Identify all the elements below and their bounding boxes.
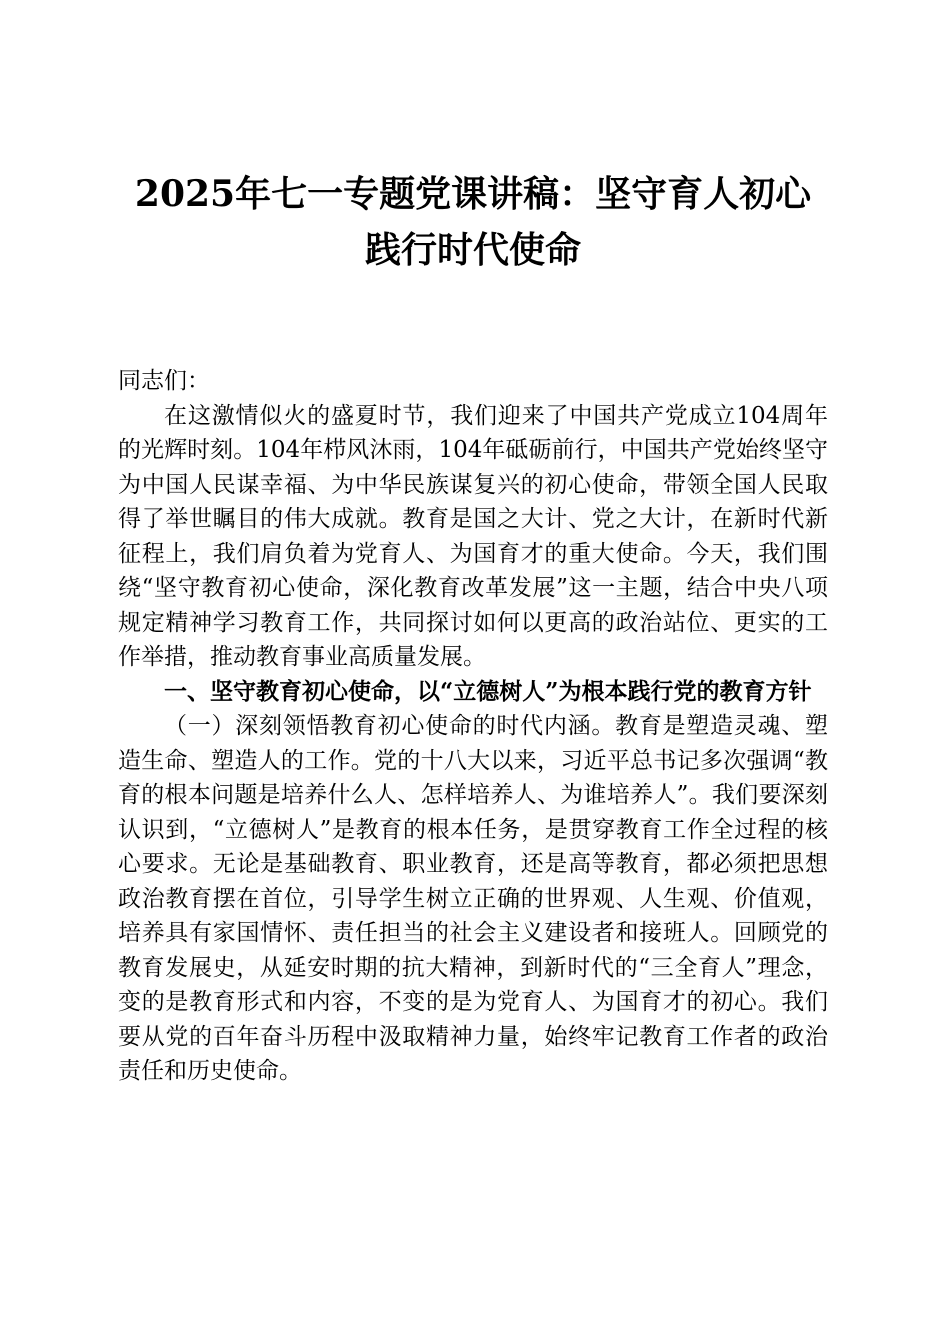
document-body xyxy=(118,364,828,1089)
document-title: 2025年七一专题党课讲稿：坚守育人初心践行时代使命 xyxy=(134,173,812,271)
subsection-paragraph-1: （一）深刻领悟教育初心使命的时代内涵。教育是塑造灵魂、塑造生命、塑造人的工作。党的十八大以来，习近平总书记多次强调“教育的根本问题是培养什么人、怎样培养人、为谁培养人”。我们要深刻认识到，“立德树人”是教育的根本任务，是贯穿教育工作全过程的核心要求。无论是基础教育、职业教育，还是高等教育，都必须把思想政治教育摆在首位，引导学生树立正确的世界观、人生观、价值观，培养具有家国情怀、责任担当的社会主义建设者和接班人。回顾党的教育发展史，从延安时期的抗大精神，到新时代的“三全育人”理念，变的是教育形式和内容，不变的是为党育人、为国育才的初心。我们要从党的百年奋斗历程中汲取精神力量，始终牢记教育工作者的政治责任和历史使命。 xyxy=(118,713,828,1084)
salutation: 同志们： xyxy=(118,368,210,394)
intro-paragraph: 在这激情似火的盛夏时节，我们迎来了中国共产党成立104周年的光辉时刻。104年栉风沐雨，104年砥砺前行，中国共产党始终坚守为中国人民谋幸福、为中华民族谋复兴的初心使命，带领全国人民取得了举世瞩目的伟大成就。教育是国之大计、党之大计，在新时代新征程上，我们肩负着为党育人、为国育才的重大使命。今天，我们围绕“坚守教育初心使命，深化教育改革发展”这一主题，结合中央八项规定精神学习教育工作，共同探讨如何以更高的政治站位、更实的工作举措，推动教育事业高质量发展。 xyxy=(118,402,828,670)
section-heading-1: 一、坚守教育初心使命，以“立德树人”为根本践行党的教育方针 xyxy=(164,677,812,705)
